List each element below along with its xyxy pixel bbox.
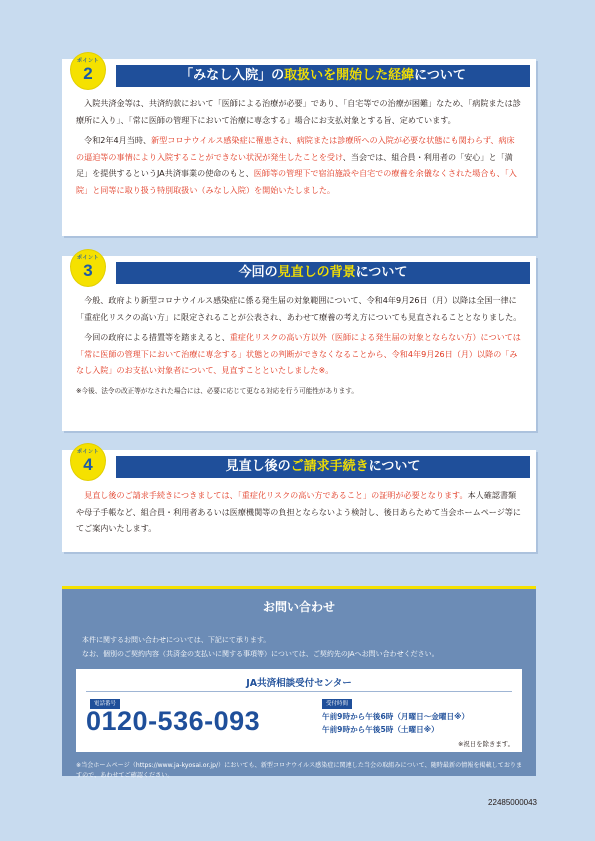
heading-text: について (414, 68, 466, 83)
point-badge-label: ポイント (76, 255, 99, 261)
point-badge-number: 2 (83, 64, 93, 83)
paragraph (76, 329, 522, 379)
phone-number[interactable]: 0120-536-093 (86, 706, 261, 736)
contact-panel (62, 586, 536, 779)
paragraph-text: 本人確認書類や母子手帳など、組合員・利用者あるいは医療機関等の負担とならないよう検討し、後日あらためて当会ホームページ等にてご案内いたします。 (76, 490, 521, 533)
divider (86, 691, 512, 692)
paragraph (76, 132, 522, 198)
holiday-note: ※祝日を除きます。 (458, 740, 514, 748)
section-body (76, 487, 522, 541)
heading-text: について (368, 459, 421, 474)
footnote: ※今後、法令の改正等がなされた場合には、必要に応じて更なる対応を行う可能性があります。 (76, 386, 358, 395)
paragraph-emphasis: 重症化リスクの高い方以外（医師による発生届の対象とならない方）については「常に医師の管理下において治療に専念する」状態との判断ができなくなることから、令和4年9月26日（月）以降の「みなし入院」のお支払い対象者について、見直すことといたしました※。 (76, 332, 521, 375)
paragraph-text: 、当会では、組合員・利用者の「安心」と「満足」を提供するというJA共済事業の使命のもと、 (76, 151, 513, 178)
section-point-3 (62, 256, 536, 431)
section-body (76, 292, 522, 399)
point-badge-label: ポイント (76, 58, 99, 64)
hours-label: 受付時間 (322, 699, 352, 709)
paragraph (76, 487, 522, 537)
paragraph-text: 今回の政府による措置等を踏まえると、 (84, 332, 230, 342)
point-badge-number: 4 (83, 455, 93, 474)
paragraph-text: 令和2年4月当時、 (84, 135, 152, 145)
heading-text: 「みなし入院」の (180, 68, 285, 83)
section-heading (116, 456, 530, 478)
hours-saturday: 午前9時から午後5時（土曜日※） (322, 725, 439, 734)
paragraph-emphasis: 見直し後のご請求手続きにつきましては、「重症化リスクの高い方であること」の証明が必要となります。 (84, 490, 468, 500)
section-point-2 (62, 59, 536, 236)
point-badge-number: 3 (83, 261, 93, 280)
call-center-name: JA共済相談受付センター (246, 678, 352, 689)
heading-text: 見直し後の (225, 459, 291, 474)
paragraph-emphasis: 医師等の管理下で宿泊施設や自宅での療養を余儀なくされた場合も、「入院」と同等に取り扱う特別取扱い（みなし入院）を開始いたしました。 (76, 168, 517, 195)
heading-text: 今回の (238, 265, 278, 280)
document-number: 22485000043 (488, 798, 537, 807)
contact-text: 本件に関するお問い合わせについては、下記にて承ります。 (82, 636, 271, 644)
point-badge (70, 443, 106, 481)
point-badge (70, 52, 106, 90)
website-note: ※当会ホームページ（https://www.ja-kyosai.or.jp/）においても、新型コロナウイルス感染症に関連した当会の取組みについて、随時最新の情報を掲載しておりますので、あわせてご確認ください。 (76, 762, 523, 779)
contact-title: お問い合わせ (262, 600, 335, 614)
paragraph-emphasis: 新型コロナウイルス感染症に罹患され、病院または診療所への入院が必要な状態にも関わらず、病床の逼迫等の事情により入院することができない状況が発生したことを受け (76, 135, 515, 162)
section-heading (116, 65, 530, 87)
heading-highlight: ご請求手続き (290, 459, 369, 474)
paragraph: 今般、政府より新型コロナウイルス感染症に係る発生届の対象範囲について、令和4年9月26日（月）以降は全国一律に「重症化リスクの高い方」に限定されることが公表され、あわせて療養の考え方についても見直されることとなりました。 (76, 295, 522, 322)
point-badge-label: ポイント (76, 449, 99, 455)
heading-text: について (355, 265, 408, 280)
paragraph: 入院共済金等は、共済約款において「医師による治療が必要」であり、「自宅等での治療が困難」なため、「病院または診療所に入り」、「常に医師の管理下において治療に専念する」場合にお支払対象とする旨、定めています。 (76, 98, 521, 125)
hours-weekday: 午前9時から午後6時（月曜日〜金曜日※） (322, 712, 470, 721)
section-body (76, 95, 522, 202)
heading-highlight: 見直しの背景 (277, 265, 356, 280)
heading-highlight: 取扱いを開始した経緯 (284, 68, 415, 83)
section-point-4 (62, 450, 536, 552)
point-badge (70, 249, 106, 287)
contact-text: なお、個別のご契約内容（共済金の支払いに関する事項等）については、ご契約先のJAへお問い合わせください。 (82, 650, 439, 658)
section-heading (116, 262, 530, 284)
call-center-box (76, 669, 522, 752)
phone-label: 電話番号 (90, 699, 120, 709)
